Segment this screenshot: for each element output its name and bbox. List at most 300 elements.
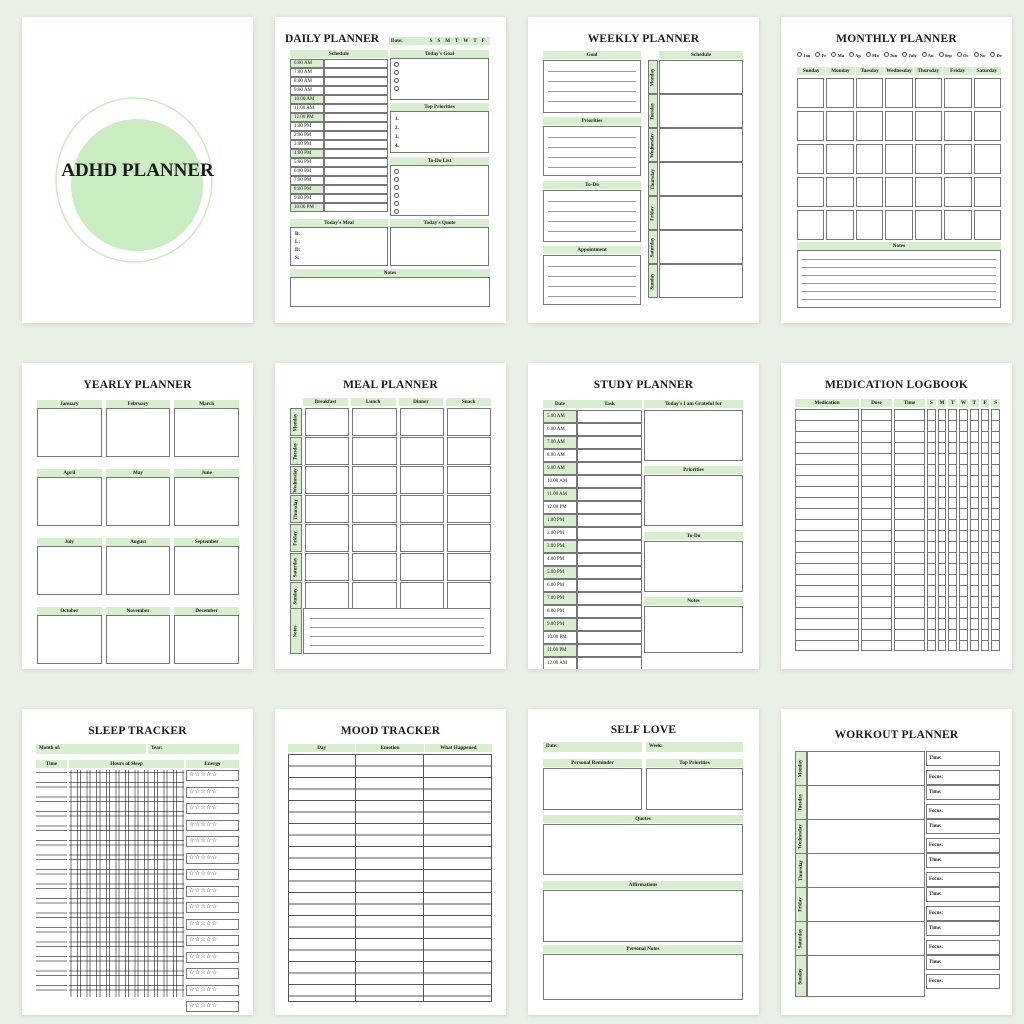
goal-box[interactable] xyxy=(543,60,641,113)
meal-cell[interactable] xyxy=(400,466,444,494)
medication-logbook-page xyxy=(781,363,1012,669)
meal-cell[interactable] xyxy=(400,553,444,581)
time-slot: 12.00 PM xyxy=(290,113,324,122)
study-schedule xyxy=(543,400,642,669)
task-cell[interactable] xyxy=(577,488,642,501)
checkbox-circle[interactable] xyxy=(394,86,399,91)
day-box[interactable] xyxy=(659,128,743,162)
time-slot: 2:00 PM xyxy=(290,131,324,140)
day-label: Thursday xyxy=(648,162,658,196)
weekday-header: Tuesday xyxy=(856,67,884,75)
priorities-box[interactable] xyxy=(543,126,641,176)
cover-page xyxy=(22,17,253,323)
page-title: SELF LOVE xyxy=(610,724,677,736)
slot-cell[interactable] xyxy=(324,59,388,68)
calendar-day[interactable] xyxy=(797,177,824,207)
star-rating[interactable]: ☆☆☆☆☆ xyxy=(186,902,239,913)
slot-cell[interactable] xyxy=(324,176,388,185)
calendar-day[interactable] xyxy=(885,210,912,240)
month-block: January xyxy=(37,400,102,457)
page-title: DAILY PLANNER xyxy=(285,33,380,45)
star-rating[interactable]: ☆☆☆☆☆ xyxy=(186,886,239,897)
priority-item: 3. xyxy=(395,135,399,140)
month-block: September xyxy=(174,538,239,595)
appointment-box[interactable] xyxy=(543,255,641,305)
task-cell[interactable] xyxy=(577,605,642,618)
calendar-day[interactable] xyxy=(944,144,971,174)
meal-cell[interactable] xyxy=(305,524,349,552)
time-slot: 1:00 PM xyxy=(290,122,324,131)
meal-cell[interactable] xyxy=(400,524,444,552)
calendar-day[interactable] xyxy=(826,78,853,108)
checkbox-circle[interactable] xyxy=(394,177,399,182)
calendar-day[interactable] xyxy=(974,177,1001,207)
time-slot: 7:00 PM xyxy=(290,176,324,185)
column-header: Medication xyxy=(795,399,859,407)
calendar-day[interactable] xyxy=(974,210,1001,240)
meal-planner-page xyxy=(275,363,506,669)
meal-header: Today's Meal xyxy=(290,219,388,227)
time-slot: 10:00 AM xyxy=(290,95,324,104)
checkbox-circle[interactable] xyxy=(394,209,399,214)
meal-cell[interactable] xyxy=(305,553,349,581)
day-box[interactable] xyxy=(659,196,743,230)
calendar-day[interactable] xyxy=(944,78,971,108)
time-slot: 6.00 PM xyxy=(543,579,577,592)
priorities-box[interactable] xyxy=(644,475,743,526)
day-label: Tuesday xyxy=(290,437,302,465)
task-cell[interactable] xyxy=(577,527,642,540)
meal-item: L: xyxy=(295,240,300,245)
slot-cell[interactable] xyxy=(324,167,388,176)
meal-cell[interactable] xyxy=(352,495,396,523)
time-slot: 5.00 PM xyxy=(543,566,577,579)
month-option[interactable]: Ma xyxy=(831,52,844,58)
calendar-grid xyxy=(797,67,1001,240)
star-rating[interactable]: ☆☆☆☆☆ xyxy=(186,853,239,864)
grateful-box[interactable] xyxy=(644,410,743,461)
month-option[interactable]: Ap xyxy=(849,52,861,58)
task-cell[interactable] xyxy=(577,540,642,553)
column-header: S xyxy=(991,399,1000,407)
workout-day-row: Thursday Time: Focus: xyxy=(795,853,1000,888)
star-rating[interactable]: ☆☆☆☆☆ xyxy=(186,985,239,996)
meal-cell[interactable] xyxy=(305,582,349,610)
quote-box[interactable] xyxy=(390,227,489,266)
notes-box[interactable] xyxy=(303,608,491,654)
schedule-header: Schedule xyxy=(659,51,743,59)
page-title: STUDY PLANNER xyxy=(593,379,694,391)
page-title: MOOD TRACKER xyxy=(340,725,441,737)
star-rating[interactable]: ☆☆☆☆☆ xyxy=(186,952,239,963)
day-label: Sunday xyxy=(290,582,302,610)
star-rating[interactable]: ☆☆☆☆☆ xyxy=(186,787,239,798)
meal-cell[interactable] xyxy=(400,437,444,465)
notes-box[interactable] xyxy=(290,277,490,307)
meal-column-header: Snack xyxy=(446,398,491,406)
slot-cell[interactable] xyxy=(324,140,388,149)
meal-cell[interactable] xyxy=(400,408,444,436)
hours-header: Hours of Sleep xyxy=(69,760,184,768)
calendar-day[interactable] xyxy=(797,111,824,141)
month-option[interactable]: Fe xyxy=(815,52,826,58)
slot-cell[interactable] xyxy=(324,77,388,86)
meal-box[interactable] xyxy=(290,227,388,266)
calendar-day[interactable] xyxy=(826,210,853,240)
star-rating[interactable]: ☆☆☆☆☆ xyxy=(186,820,239,831)
star-rating[interactable]: ☆☆☆☆☆ xyxy=(186,919,239,930)
time-slot: 4.00 PM xyxy=(543,553,577,566)
task-cell[interactable] xyxy=(577,579,642,592)
weekday-schedule xyxy=(648,60,743,298)
page-title: MEDICATION LOGBOOK xyxy=(825,379,968,391)
time-slot: 3:00 PM xyxy=(290,140,324,149)
day-label: Wednesday xyxy=(290,466,302,494)
task-cell[interactable] xyxy=(577,566,642,579)
month-block: February xyxy=(106,400,171,457)
workout-day-row: Tuesday Time: Focus: xyxy=(795,785,1000,820)
meal-columns xyxy=(303,398,491,406)
star-rating[interactable]: ☆☆☆☆☆ xyxy=(186,1001,239,1012)
meal-cell[interactable] xyxy=(352,582,396,610)
task-cell[interactable] xyxy=(577,410,642,423)
meal-cell[interactable] xyxy=(447,495,491,523)
calendar-day[interactable] xyxy=(797,144,824,174)
todo-box[interactable] xyxy=(390,165,489,216)
time-slot: 6.00 AM xyxy=(543,423,577,436)
year-field[interactable]: Year: xyxy=(148,744,239,754)
study-planner-page xyxy=(528,363,759,669)
calendar-day[interactable] xyxy=(826,177,853,207)
meal-grid xyxy=(290,408,491,610)
column-header: T xyxy=(970,399,979,407)
task-cell[interactable] xyxy=(577,657,642,669)
meal-cell[interactable] xyxy=(400,495,444,523)
page-title: YEARLY PLANNER xyxy=(83,379,192,391)
calendar-day[interactable] xyxy=(915,177,942,207)
workout-day-row: Saturday Time: Focus: xyxy=(795,921,1000,956)
calendar-day[interactable] xyxy=(944,177,971,207)
task-cell[interactable] xyxy=(577,501,642,514)
notes-header: Notes xyxy=(290,269,490,277)
date-field[interactable]: Date: xyxy=(543,742,642,752)
day-label: Saturday xyxy=(290,553,302,581)
date-bar xyxy=(389,37,490,45)
time-slot: 7.00 AM xyxy=(543,436,577,449)
checkbox-circle[interactable] xyxy=(394,62,399,67)
star-rating[interactable]: ☆☆☆☆☆ xyxy=(186,803,239,814)
meal-column-header: Breakfast xyxy=(303,398,348,406)
checkbox-circle[interactable] xyxy=(394,169,399,174)
meal-cell[interactable] xyxy=(352,524,396,552)
priorities-box[interactable] xyxy=(390,111,489,153)
month-block: December xyxy=(174,607,239,664)
notes-header: Notes xyxy=(644,597,743,605)
mood-headers xyxy=(288,744,492,752)
task-cell[interactable] xyxy=(577,475,642,488)
grateful-header: Today's I am Grateful for xyxy=(644,400,743,408)
calendar-day[interactable] xyxy=(885,111,912,141)
time-slot: 2.00 PM xyxy=(543,527,577,540)
time-header: Time xyxy=(36,760,67,768)
notes-box[interactable] xyxy=(644,606,743,653)
week-letter: W xyxy=(463,38,469,44)
task-cell[interactable] xyxy=(577,423,642,436)
checkbox-circle[interactable] xyxy=(394,193,399,198)
priorities-box[interactable] xyxy=(646,768,743,810)
quotes-header: Quotes xyxy=(543,815,743,823)
slot-cell[interactable] xyxy=(324,185,388,194)
date-header: Date xyxy=(543,400,577,408)
priorities-header: Top Priorities xyxy=(646,759,743,767)
time-slot: 8.00 AM xyxy=(543,449,577,462)
month-of-field[interactable]: Month of: xyxy=(36,744,146,754)
time-slot: 9:00 AM xyxy=(290,86,324,95)
goal-header: Today's Goal xyxy=(390,50,489,58)
personal-notes-header: Personal Notes xyxy=(543,945,743,953)
weekday-header: Sunday xyxy=(797,67,825,75)
time-slot: 8:00 AM xyxy=(290,77,324,86)
task-cell[interactable] xyxy=(577,618,642,631)
priorities-header: Top Priorities xyxy=(390,103,489,111)
calendar-day[interactable] xyxy=(826,144,853,174)
time-slot: 10:00 PM xyxy=(290,203,324,212)
meal-column-header: Lunch xyxy=(351,398,396,406)
calendar-day[interactable] xyxy=(915,111,942,141)
column-header: W xyxy=(960,400,967,406)
slot-cell[interactable] xyxy=(324,113,388,122)
todo-header: To-Do xyxy=(543,181,641,189)
slot-cell[interactable] xyxy=(324,194,388,203)
month-option[interactable]: Ma xyxy=(866,52,879,58)
goal-box[interactable] xyxy=(390,58,489,100)
sleep-hours-grid[interactable] xyxy=(69,770,184,997)
checkbox-circle[interactable] xyxy=(394,78,399,83)
calendar-day[interactable] xyxy=(797,78,824,108)
cover-title: ADHD PLANNER xyxy=(61,160,214,181)
notes-header: Notes xyxy=(797,242,1001,250)
slot-cell[interactable] xyxy=(324,149,388,158)
meal-cell[interactable] xyxy=(305,437,349,465)
slot-cell[interactable] xyxy=(324,68,388,77)
meal-cell[interactable] xyxy=(400,582,444,610)
page-title: WORKOUT PLANNER xyxy=(834,729,959,741)
month-option[interactable]: No xyxy=(974,52,986,58)
page-title: SLEEP TRACKER xyxy=(88,725,187,737)
meal-column-header: Dinner xyxy=(399,398,444,406)
time-column[interactable] xyxy=(36,770,67,997)
meal-cell[interactable] xyxy=(305,408,349,436)
star-rating[interactable]: ☆☆☆☆☆ xyxy=(186,935,239,946)
page-title: MEAL PLANNER xyxy=(343,379,438,391)
reminder-header: Personal Reminder xyxy=(543,759,642,767)
checkbox-circle[interactable] xyxy=(394,185,399,190)
month-option[interactable]: Jan xyxy=(797,52,810,58)
meal-cell[interactable] xyxy=(447,553,491,581)
meal-cell[interactable] xyxy=(447,524,491,552)
month-option[interactable]: Jun xyxy=(884,52,898,58)
meal-cell[interactable] xyxy=(305,466,349,494)
time-slot: 7.00 PM xyxy=(543,592,577,605)
column-header: Day xyxy=(288,744,355,752)
month-option[interactable]: Au xyxy=(922,52,934,58)
task-cell[interactable] xyxy=(577,514,642,527)
month-option[interactable]: July xyxy=(902,52,917,58)
meal-cell[interactable] xyxy=(305,495,349,523)
year-grid xyxy=(37,400,239,664)
day-box[interactable] xyxy=(659,162,743,196)
time-slot: 8.00 PM xyxy=(543,605,577,618)
star-rating[interactable]: ☆☆☆☆☆ xyxy=(186,869,239,880)
day-label: Sunday xyxy=(648,264,658,298)
calendar-day[interactable] xyxy=(915,144,942,174)
medication-rows[interactable] xyxy=(795,409,1000,651)
priorities-header: Priorities xyxy=(644,466,743,474)
time-slot: 4:00 PM xyxy=(290,149,324,158)
time-slot: 3.00 PM xyxy=(543,540,577,553)
meal-cell[interactable] xyxy=(352,437,396,465)
page-title: MONTHLY PLANNER xyxy=(836,33,957,45)
task-cell[interactable] xyxy=(577,644,642,657)
calendar-day[interactable] xyxy=(885,78,912,108)
slot-cell[interactable] xyxy=(324,122,388,131)
weekday-header: Wednesday xyxy=(886,68,912,74)
meal-cell[interactable] xyxy=(352,408,396,436)
calendar-day[interactable] xyxy=(885,177,912,207)
calendar-day[interactable] xyxy=(974,78,1001,108)
column-header: Time xyxy=(894,399,925,407)
task-cell[interactable] xyxy=(577,462,642,475)
time-slot: 8:00 PM xyxy=(290,185,324,194)
calendar-day[interactable] xyxy=(885,144,912,174)
week-letter: T xyxy=(454,38,459,44)
month-block: November xyxy=(106,607,171,664)
checkbox-circle[interactable] xyxy=(394,201,399,206)
slot-cell[interactable] xyxy=(324,104,388,113)
calendar-day[interactable] xyxy=(856,177,883,207)
meal-item: S: xyxy=(295,256,300,261)
month-option[interactable]: Oc xyxy=(957,52,969,58)
slot-cell[interactable] xyxy=(324,203,388,212)
calendar-day[interactable] xyxy=(944,210,971,240)
meal-cell[interactable] xyxy=(352,466,396,494)
task-cell[interactable] xyxy=(577,631,642,644)
calendar-day[interactable] xyxy=(974,144,1001,174)
mood-rows[interactable] xyxy=(288,754,492,1002)
schedule-header: Schedule xyxy=(290,50,388,58)
day-box[interactable] xyxy=(659,94,743,128)
slot-cell[interactable] xyxy=(324,95,388,104)
task-cell[interactable] xyxy=(577,449,642,462)
calendar-day[interactable] xyxy=(974,111,1001,141)
column-header: Dose xyxy=(861,399,892,407)
workout-planner-page xyxy=(781,709,1012,1015)
time-slot: 9:00 PM xyxy=(290,194,324,203)
calendar-day[interactable] xyxy=(856,78,883,108)
month-option[interactable]: Sep xyxy=(939,52,952,58)
date-label: Date: xyxy=(391,38,403,44)
calendar-day[interactable] xyxy=(915,210,942,240)
calendar-day[interactable] xyxy=(856,144,883,174)
mood-tracker-page xyxy=(275,709,506,1015)
week-letter: F xyxy=(481,38,485,44)
calendar-day[interactable] xyxy=(797,210,824,240)
energy-column xyxy=(186,770,239,1015)
priority-item: 4. xyxy=(395,144,399,149)
quote-header: Today's Quote xyxy=(390,219,489,227)
medication-table xyxy=(795,399,1000,651)
meal-cell[interactable] xyxy=(447,466,491,494)
task-cell[interactable] xyxy=(577,436,642,449)
meal-item: D: xyxy=(295,248,301,253)
week-letter: S xyxy=(437,38,441,44)
quotes-box[interactable] xyxy=(543,824,743,875)
day-label: Wednesday xyxy=(648,128,658,162)
notes-box[interactable] xyxy=(797,250,1001,308)
appointment-header: Appointment xyxy=(543,246,641,254)
affirmations-box[interactable] xyxy=(543,890,743,942)
slot-cell[interactable] xyxy=(324,131,388,140)
calendar-day[interactable] xyxy=(856,210,883,240)
calendar-day[interactable] xyxy=(944,111,971,141)
day-label: Monday xyxy=(290,408,302,436)
slot-cell[interactable] xyxy=(324,158,388,167)
reminder-box[interactable] xyxy=(543,768,642,810)
slot-cell[interactable] xyxy=(324,86,388,95)
weekday-header: Friday xyxy=(943,67,971,75)
calendar-day[interactable] xyxy=(915,78,942,108)
time-slot: 5:00 PM xyxy=(290,158,324,167)
column-header: F xyxy=(981,399,990,407)
personal-notes-box[interactable] xyxy=(543,954,743,1000)
day-box[interactable] xyxy=(659,264,743,298)
week-letter: S xyxy=(429,38,433,44)
month-option[interactable]: De xyxy=(990,52,1002,58)
meal-cell[interactable] xyxy=(447,408,491,436)
priority-item: 1. xyxy=(395,117,399,122)
meal-cell[interactable] xyxy=(352,553,396,581)
column-header: M xyxy=(939,400,945,406)
star-rating[interactable]: ☆☆☆☆☆ xyxy=(186,968,239,979)
todo-box[interactable] xyxy=(644,541,743,592)
self-love-page xyxy=(528,709,759,1015)
task-cell[interactable] xyxy=(577,592,642,605)
meal-cell[interactable] xyxy=(447,582,491,610)
week-field[interactable]: Week: xyxy=(646,742,743,752)
star-rating[interactable]: ☆☆☆☆☆ xyxy=(186,836,239,847)
task-cell[interactable] xyxy=(577,553,642,566)
workout-day-row: Wednesday Time: Focus: xyxy=(795,819,1000,854)
calendar-day[interactable] xyxy=(856,111,883,141)
time-slot: 12.00 AM xyxy=(543,657,577,669)
day-label: Friday xyxy=(290,524,302,552)
month-block: July xyxy=(37,538,102,595)
workout-day-row: Monday Time: Focus: xyxy=(795,751,1000,786)
workout-week xyxy=(795,751,1000,997)
todo-box[interactable] xyxy=(543,190,641,242)
goal-header: Goal xyxy=(543,51,641,59)
meal-cell[interactable] xyxy=(447,437,491,465)
calendar-day[interactable] xyxy=(826,111,853,141)
star-rating[interactable]: ☆☆☆☆☆ xyxy=(186,770,239,781)
checkbox-circle[interactable] xyxy=(394,70,399,75)
time-slot: 6:00 AM xyxy=(290,59,324,68)
sleep-tracker-page xyxy=(22,709,253,1015)
day-box[interactable] xyxy=(659,60,743,94)
day-box[interactable] xyxy=(659,230,743,264)
affirmations-header: Affirmations xyxy=(543,881,743,889)
monthly-planner-page xyxy=(781,17,1012,323)
